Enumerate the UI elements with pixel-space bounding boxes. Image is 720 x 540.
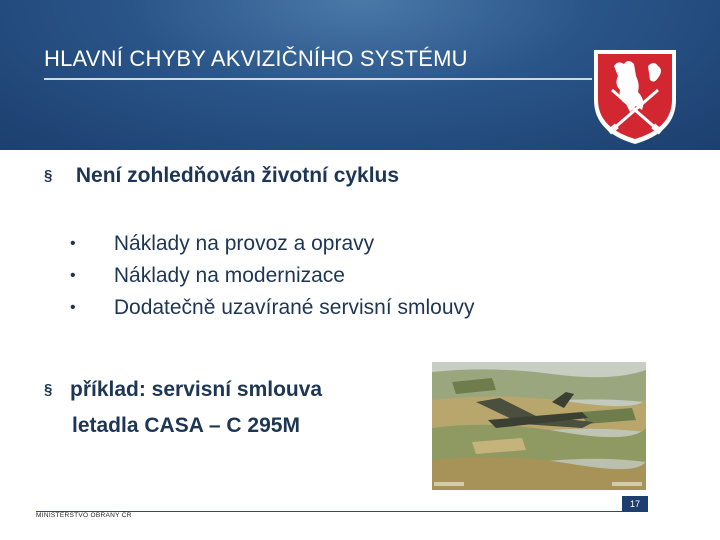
bullet-lifecycle [44, 164, 399, 188]
sub-bullet-text: Náklady na provoz a opravy [113, 232, 375, 255]
bullet-example [44, 372, 322, 444]
bullet-text-line1: příklad: servisní smlouva [70, 378, 323, 401]
slide-header [0, 0, 720, 150]
casa-aircraft-photo [432, 362, 646, 490]
list-item [70, 296, 475, 328]
slide-title: HLAVNÍ CHYBY AKVIZIČNÍHO SYSTÉMU [44, 46, 468, 71]
sub-bullet-marker: • [70, 235, 76, 252]
list-item [70, 264, 475, 296]
coat-of-arms-icon [588, 40, 682, 148]
footer-ministry: MINISTERSTVO OBRANY ČR [36, 512, 132, 519]
sub-bullet-marker: • [70, 267, 76, 284]
bullet-text-line2: letadla CASA – C 295M [72, 414, 300, 437]
bullet-marker: § [44, 167, 53, 184]
sub-bullet-list [70, 232, 475, 328]
bullet-marker: § [44, 381, 53, 398]
title-underline [44, 78, 592, 80]
list-item [70, 232, 475, 264]
sub-bullet-text: Dodatečně uzavírané servisní smlouvy [113, 296, 475, 319]
sub-bullet-marker: • [70, 299, 76, 316]
sub-bullet-text: Náklady na modernizace [113, 264, 345, 287]
bullet-text: Není zohledňován životní cyklus [75, 164, 400, 187]
page-number-badge: 17 [622, 496, 648, 512]
